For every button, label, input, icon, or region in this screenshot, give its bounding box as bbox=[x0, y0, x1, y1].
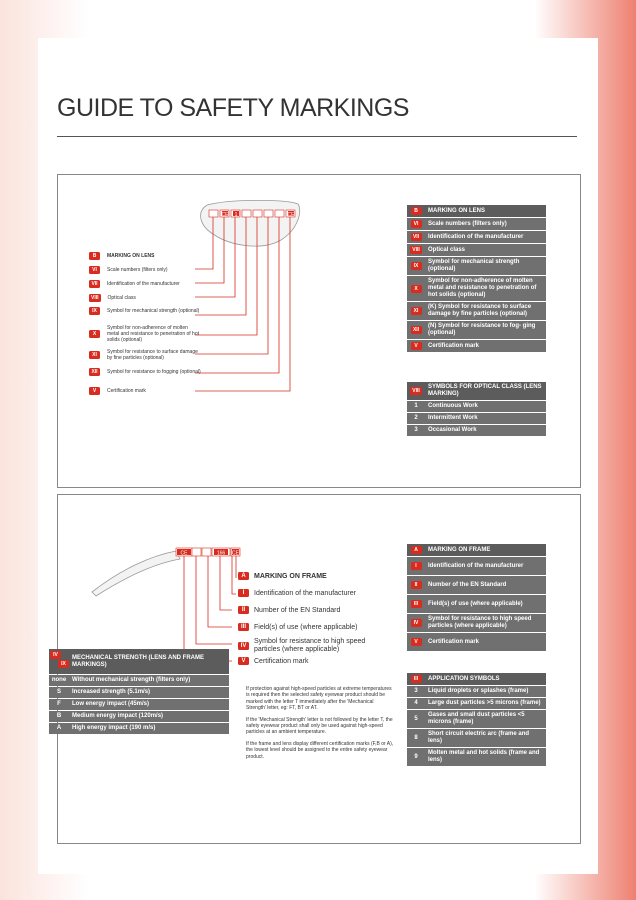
lens-legend-item bbox=[89, 266, 168, 274]
table-cell: Identification of the manufacturer bbox=[425, 557, 546, 575]
frame-legend-label: Certification mark bbox=[254, 657, 309, 665]
table-cell: Optical class bbox=[425, 244, 546, 256]
frame-legend-item bbox=[238, 606, 340, 614]
table-code: 2 bbox=[407, 413, 425, 424]
table-code: IV bbox=[411, 619, 422, 627]
lens-legend-label: Symbol for resistance to fogging (optional) bbox=[107, 369, 201, 375]
optical-class-table bbox=[407, 381, 546, 437]
frame-legend-code: IV bbox=[238, 642, 249, 650]
lens-shape bbox=[201, 200, 300, 246]
lens-legend-label: Symbol for mechanical strength (optional) bbox=[107, 308, 200, 314]
table-code: VI bbox=[411, 220, 422, 228]
table-row bbox=[407, 302, 546, 320]
frame-legend-label: Field(s) of use (where applicable) bbox=[254, 623, 358, 631]
lens-legend bbox=[89, 250, 204, 400]
table-code: B bbox=[411, 207, 422, 215]
lens-legend-label: Certification mark bbox=[107, 388, 146, 394]
table-cell: Field(s) of use (where applicable) bbox=[425, 595, 546, 613]
lens-legend-item bbox=[89, 368, 201, 376]
table-code: VII bbox=[411, 233, 422, 241]
table-code: IV bbox=[50, 651, 61, 659]
lens-marking-table bbox=[407, 204, 546, 353]
table-cell: (K) Symbol for resistance to surface damage by fine particles (optional) bbox=[425, 302, 546, 320]
table-code: XII bbox=[411, 326, 422, 334]
lens-legend-item bbox=[89, 387, 146, 395]
lens-mark-1: 1 bbox=[234, 212, 238, 218]
table-code: IX bbox=[58, 660, 69, 668]
table-cell: Certification mark bbox=[425, 633, 546, 651]
table-row bbox=[407, 321, 546, 339]
note-paragraph: If the 'Mechanical Strength' letter is not followed by the letter T, the safety eyewear product shall only be used against high-speed particles at an ambient temperature. bbox=[246, 716, 393, 736]
frame-marking-table bbox=[407, 543, 546, 652]
frame-mark-ce: CE bbox=[180, 550, 188, 557]
table-header-label: APPLICATION SYMBOLS bbox=[425, 673, 546, 685]
double-code bbox=[50, 651, 68, 669]
table-code: III bbox=[411, 600, 422, 608]
table-cell: Symbol for non-adherence of molten metal and resistance to penetration of hot solids (optional) bbox=[425, 276, 546, 301]
table-cell: Continuous Work bbox=[425, 401, 546, 412]
frame-legend-label: Symbol for resistance to high speed particles (where applicable) bbox=[254, 638, 366, 653]
table-row bbox=[49, 699, 229, 710]
frame-mark-166: 166 bbox=[216, 550, 226, 557]
table-code: VIII bbox=[412, 247, 420, 253]
table-code: none bbox=[49, 675, 69, 686]
table-header-row bbox=[407, 382, 546, 400]
table-row bbox=[407, 710, 546, 728]
table-code: V bbox=[411, 342, 422, 350]
table-code: S bbox=[49, 687, 69, 698]
table-cell: Liquid droplets or splashes (frame) bbox=[425, 686, 546, 697]
lens-legend-item bbox=[89, 349, 201, 361]
table-row bbox=[407, 557, 546, 575]
note-paragraph: If the frame and lens display different certification marks (F,B or A), the lowest level should be assigned to the entire safety eyewear product. bbox=[246, 740, 394, 760]
table-row bbox=[407, 576, 546, 594]
table-cell: Scale numbers (filters only) bbox=[425, 218, 546, 230]
frame-legend-label: MARKING ON FRAME bbox=[254, 572, 327, 580]
table-row bbox=[49, 675, 229, 686]
table-row bbox=[407, 633, 546, 651]
lens-legend-item bbox=[89, 307, 201, 315]
table-row bbox=[407, 276, 546, 301]
lens-legend-item bbox=[89, 280, 180, 288]
table-code: 8 bbox=[407, 729, 425, 747]
table-cell: Symbol for resistance to high speed particles (where applicable) bbox=[425, 614, 546, 632]
frame-legend-item bbox=[238, 589, 356, 597]
table-code: 5 bbox=[407, 710, 425, 728]
table-row bbox=[407, 425, 546, 436]
frame-legend-item bbox=[238, 572, 327, 580]
table-cell: Number of the EN Standard bbox=[425, 576, 546, 594]
lens-legend-code: VIII bbox=[91, 295, 99, 301]
table-cell: Certification mark bbox=[425, 340, 546, 352]
table-row bbox=[407, 748, 546, 766]
lens-legend-label: Optical class bbox=[107, 295, 136, 301]
table-cell: Without mechanical strength (filters only) bbox=[69, 675, 229, 686]
table-row bbox=[407, 614, 546, 632]
table-row bbox=[49, 687, 229, 698]
table-cell: Intermittent Work bbox=[425, 413, 546, 424]
table-code: 3 bbox=[407, 425, 425, 436]
lens-mark-ce: CE bbox=[221, 212, 229, 218]
application-symbols-table bbox=[407, 672, 546, 767]
frame-legend-item bbox=[238, 657, 308, 665]
table-cell: Molten metal and hot solids (frame and lens) bbox=[425, 748, 546, 766]
table-header-label: MARKING ON LENS bbox=[425, 205, 546, 217]
table-row bbox=[407, 698, 546, 709]
lens-legend-code: XI bbox=[89, 351, 100, 359]
frame-legend bbox=[238, 572, 378, 672]
frame-legend-code: A bbox=[238, 572, 249, 580]
lens-legend-code: IX bbox=[89, 307, 100, 315]
table-cell: Symbol for mechanical strength (optional) bbox=[425, 257, 546, 275]
table-row bbox=[49, 711, 229, 722]
table-cell: Large dust particles >5 microns (frame) bbox=[425, 698, 546, 709]
frame-legend-code: III bbox=[238, 623, 249, 631]
table-code: I bbox=[411, 562, 422, 570]
table-cell: Increased strength (5.1m/s) bbox=[69, 687, 229, 698]
table-row bbox=[407, 257, 546, 275]
table-cell: Identification of the manufacturer bbox=[425, 231, 546, 243]
table-code: IX bbox=[411, 262, 422, 270]
table-header-row bbox=[49, 649, 229, 674]
table-code: 4 bbox=[407, 698, 425, 709]
table-cell: (N) Symbol for resistance to fog- ging (optional) bbox=[425, 321, 546, 339]
frame-legend-item bbox=[238, 623, 358, 631]
table-code: VIII bbox=[412, 388, 420, 394]
lens-legend-code: XII bbox=[89, 368, 100, 376]
lens-legend-item bbox=[89, 252, 155, 260]
table-cell: Occasional Work bbox=[425, 425, 546, 436]
table-row bbox=[407, 729, 546, 747]
notes-text bbox=[246, 686, 394, 765]
table-code: V bbox=[411, 638, 422, 646]
frame-legend-code: II bbox=[238, 606, 249, 614]
table-code: II bbox=[411, 581, 422, 589]
table-header-label: MECHANICAL STRENGTH (LENS AND FRAME MARKINGS) bbox=[69, 649, 229, 674]
table-code: 1 bbox=[407, 401, 425, 412]
table-code: A bbox=[49, 723, 69, 734]
lens-legend-item bbox=[89, 325, 201, 343]
table-row bbox=[49, 723, 229, 734]
lens-legend-label: Identification of the manufacturer bbox=[107, 281, 180, 287]
frame-legend-item bbox=[238, 638, 368, 654]
table-row bbox=[407, 686, 546, 697]
frame-legend-code: V bbox=[238, 657, 249, 665]
table-code: F bbox=[49, 699, 69, 710]
lens-legend-code: X bbox=[89, 330, 100, 338]
table-code: 3 bbox=[407, 686, 425, 697]
table-cell: Medium energy impact (120m/s) bbox=[69, 711, 229, 722]
table-row bbox=[407, 244, 546, 256]
frame-leader-lines bbox=[184, 556, 236, 661]
lens-legend-label: Symbol for non-adherence of molten metal and resistance to penetration of hot solids (optional) bbox=[107, 325, 200, 343]
table-code: III bbox=[411, 675, 422, 683]
table-header-row bbox=[407, 205, 546, 217]
lens-legend-code: VII bbox=[89, 280, 100, 288]
table-header-label: SYMBOLS FOR OPTICAL CLASS (LENS MARKING) bbox=[425, 382, 546, 400]
page-title: GUIDE TO SAFETY MARKINGS bbox=[57, 94, 409, 122]
table-row bbox=[407, 413, 546, 424]
lens-legend-code: V bbox=[89, 387, 100, 395]
table-code: XI bbox=[411, 307, 422, 315]
table-row bbox=[407, 231, 546, 243]
table-row bbox=[407, 401, 546, 412]
frame-legend-label: Number of the EN Standard bbox=[254, 606, 341, 614]
lens-legend-code: B bbox=[89, 252, 100, 260]
table-code: 9 bbox=[407, 748, 425, 766]
lens-legend-label: MARKING ON LENS bbox=[107, 253, 155, 259]
frame-legend-code: I bbox=[238, 589, 249, 597]
mechanical-strength-table bbox=[49, 648, 229, 735]
table-cell: Low energy impact (45m/s) bbox=[69, 699, 229, 710]
table-row bbox=[407, 218, 546, 230]
table-code: X bbox=[411, 285, 422, 293]
table-row bbox=[407, 595, 546, 613]
table-header-row bbox=[407, 544, 546, 556]
table-header-label: MARKING ON FRAME bbox=[425, 544, 546, 556]
table-row bbox=[407, 340, 546, 352]
table-header-row bbox=[407, 673, 546, 685]
table-code: B bbox=[49, 711, 69, 722]
table-code: A bbox=[411, 546, 422, 554]
lens-legend-label: Symbol for resistance to surface damage by fine particles (optional) bbox=[107, 349, 198, 361]
lens-legend-code: VI bbox=[89, 266, 100, 274]
lens-legend-label: Scale numbers (filters only) bbox=[107, 267, 168, 273]
frame-mark-ce-2: CE bbox=[232, 550, 239, 557]
table-cell: High energy impact (190 m/s) bbox=[69, 723, 229, 734]
frame-legend-label: Identification of the manufacturer bbox=[254, 589, 356, 597]
frame-temple-shape bbox=[92, 551, 180, 596]
table-cell: Gases and small dust particles <5 microns (frame) bbox=[425, 710, 546, 728]
table-cell: Short circuit electric arc (frame and lens) bbox=[425, 729, 546, 747]
note-paragraph: If protection against high-speed particles at extreme temperatures is required then the selected safety eyewear product should be marked with the letter T immediately after the 'Mechanical Strength' letter, eg: FT, BT or AT. bbox=[246, 686, 392, 712]
lens-mark-ce-2: CE bbox=[287, 212, 295, 218]
lens-legend-item bbox=[89, 294, 136, 302]
